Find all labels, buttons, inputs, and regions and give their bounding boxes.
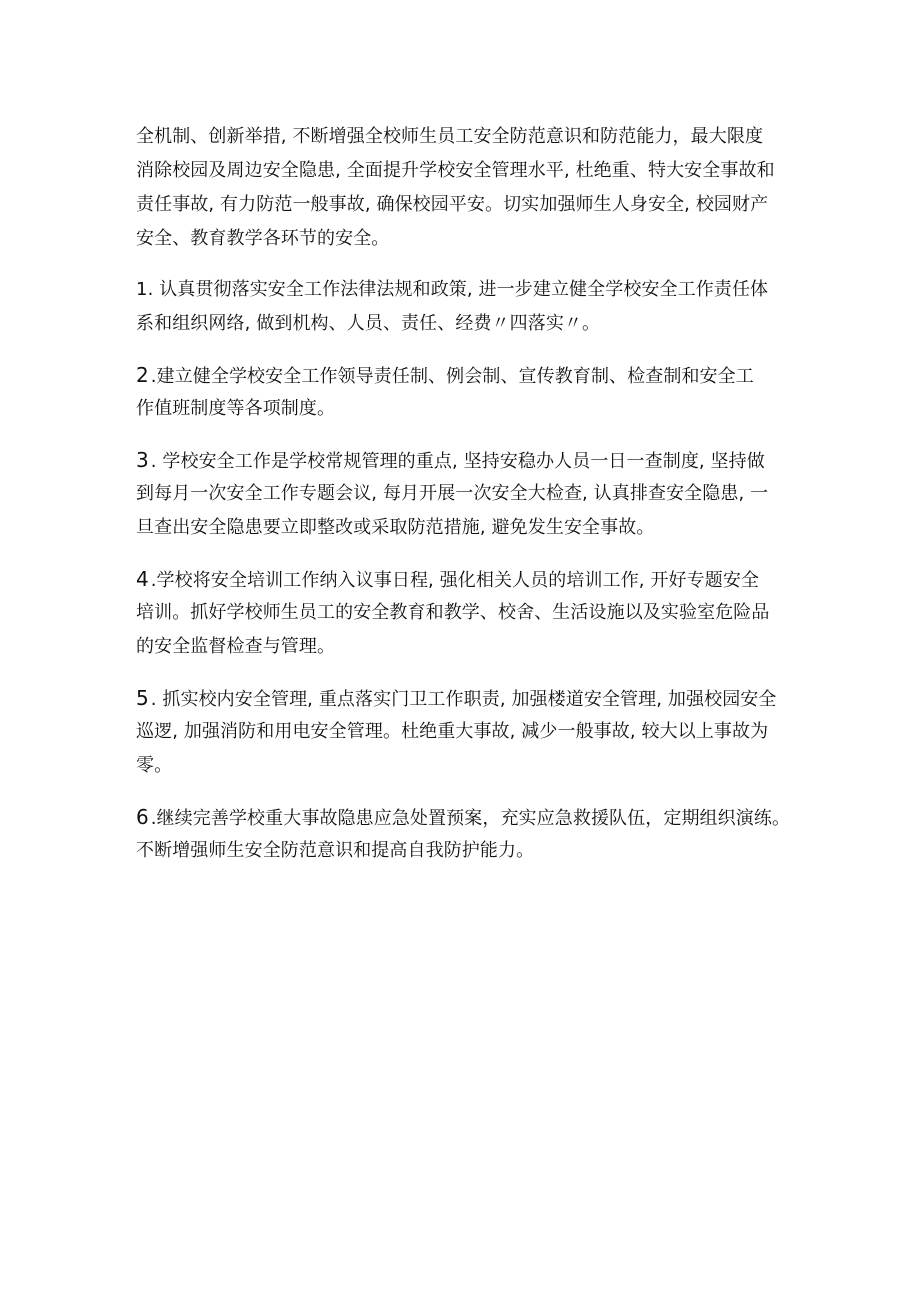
list-item-text: .继续完善学校重大事故隐患应急处置预案，充实应急救援队伍，定期组织演练。 (150, 808, 791, 829)
list-item-line: 的安全监督检查与管理。 (136, 636, 336, 657)
intro-line: 安全、教育教学各环节的安全。 (136, 228, 390, 249)
list-item-4 (136, 562, 816, 664)
list-item-line (136, 273, 816, 307)
list-item-2 (136, 358, 816, 426)
intro-line: 责任事故, 有力防范一般事故, 确保校园平安。切实加强师生人身安全, 校园财产 (136, 194, 769, 215)
list-item-line: 巡逻, 加强消防和用电安全管理。杜绝重大事故, 减少一般事故, 较大以上事故为 (136, 721, 769, 742)
list-item-line: 不断增强师生安全防范意识和提高自我防护能力。 (136, 840, 535, 861)
list-item-text: . 学校安全工作是学校常规管理的重点, 坚持安稳办人员一日一查制度, 坚持做 (150, 451, 765, 472)
list-item-line (136, 562, 816, 596)
list-item-number: 6 (136, 805, 151, 829)
list-item-line (136, 443, 816, 477)
list-item-line: 零。 (136, 755, 173, 776)
list-item-text: .建立健全学校安全工作领导责任制、例会制、宣传教育制、检查制和安全工 (150, 366, 754, 387)
list-item-5 (136, 681, 816, 783)
list-item-line: 培训。抓好学校师生员工的安全教育和教学、校舍、生活设施以及实验室危险品 (136, 602, 770, 623)
intro-paragraph (136, 120, 816, 256)
list-item-number: 1 (136, 279, 148, 300)
document-body (136, 120, 816, 885)
list-item-text: . 抓实校内安全管理, 重点落实门卫工作职责, 加强楼道安全管理, 加强校园安全 (150, 689, 777, 710)
list-item-line: 旦查出安全隐患要立即整改或采取防范措施, 避免发生安全事故。 (136, 517, 655, 538)
list-item-3 (136, 443, 816, 545)
list-item-line: 作值班制度等各项制度。 (136, 398, 336, 419)
list-item-6 (136, 800, 816, 868)
list-item-1 (136, 273, 816, 341)
list-item-number: 3 (136, 448, 151, 472)
list-item-number: 2 (136, 363, 151, 387)
intro-line: 消除校园及周边安全隐患, 全面提升学校安全管理水平, 杜绝重、特大安全事故和 (136, 160, 775, 181)
list-item-line (136, 681, 816, 715)
list-item-number: 5 (136, 686, 151, 710)
list-item-line: 系和组织网络, 做到机构、人员、责任、经费〃四落实〃。 (136, 313, 601, 334)
intro-line: 全机制、创新举措, 不断增强全校师生员工安全防范意识和防范能力，最大限度 (136, 126, 764, 147)
list-item-text: .学校将安全培训工作纳入议事日程, 强化相关人员的培训工作, 开好专题安全 (150, 570, 760, 591)
list-item-text: . 认真贯彻落实安全工作法律法规和政策, 进一步建立健全学校安全工作责任体 (147, 279, 769, 300)
list-item-line (136, 358, 816, 392)
list-item-line: 到每月一次安全工作专题会议, 每月开展一次安全大检查, 认真排查安全隐患, 一 (136, 483, 769, 504)
list-item-number: 4 (136, 567, 151, 591)
list-item-line (136, 800, 816, 834)
